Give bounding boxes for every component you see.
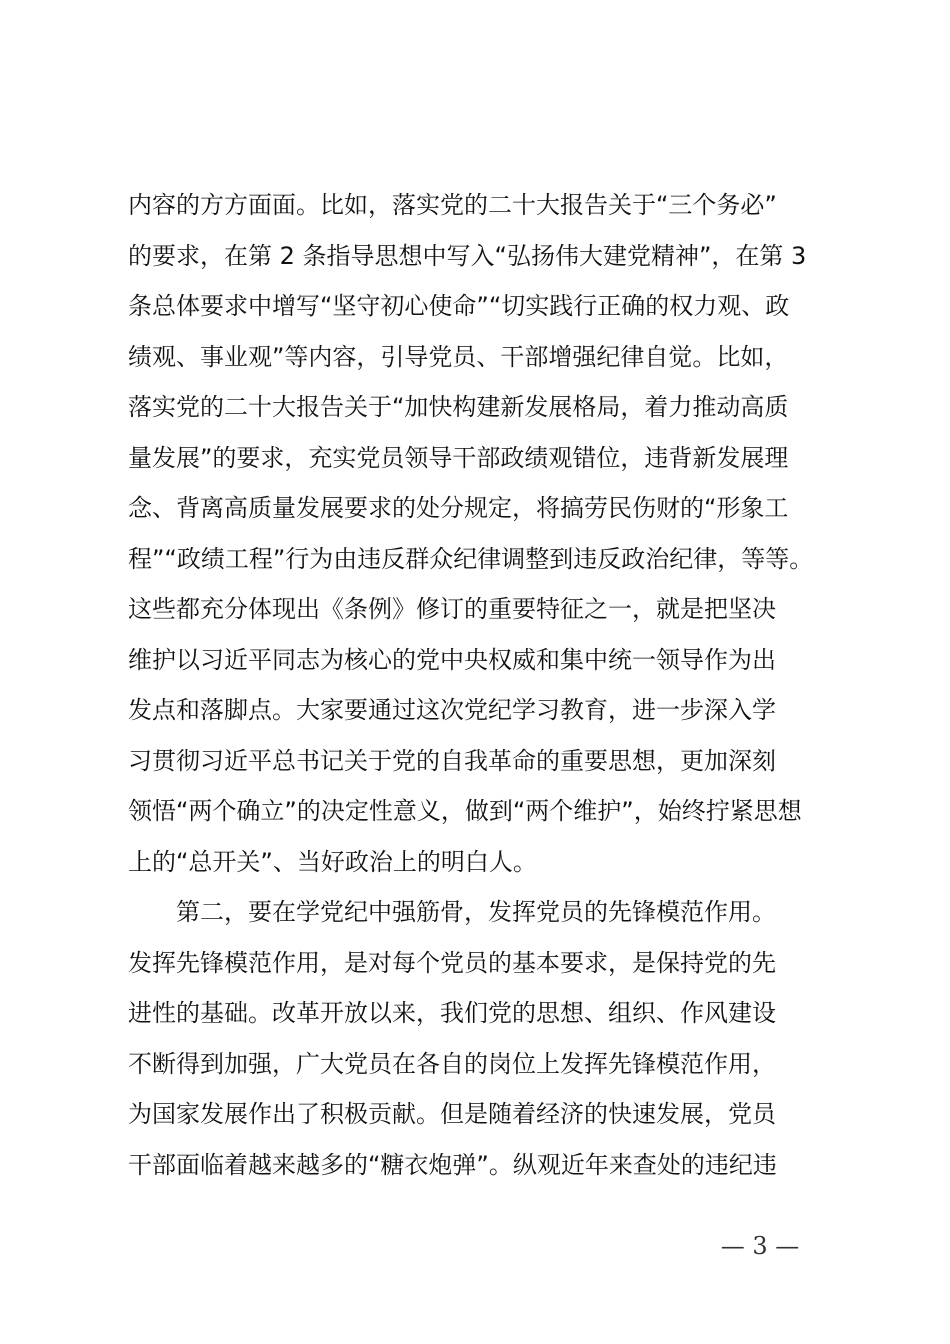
text-line: 维护以习近平同志为核心的党中央权威和集中统一领导作为出 [128, 645, 776, 674]
page-number: — 3 — [720, 1232, 800, 1260]
text-line: 内容的方方面面。比如，落实党的二十大报告关于“三个务必” [128, 191, 777, 219]
text-line: 落实党的二十大报告关于“加快构建新发展格局，着力推动高质 [128, 393, 789, 421]
body-text [128, 180, 868, 1190]
text-line: 念、背离高质量发展要求的处分规定，将搞劳民伤财的“形象工 [128, 494, 789, 522]
text-line: 这些都充分体现出《条例》修订的重要特征之一，就是把坚决 [128, 595, 776, 623]
text-line: 的要求，在第 2 条指导思想中写入“弘扬伟大建党精神”，在第 3 [128, 241, 807, 270]
text-line: 干部面临着越来越多的“糖衣炮弹”。纵观近年来查处的违纪违 [128, 1150, 777, 1179]
text-line: 发点和落脚点。大家要通过这次党纪学习教育，进一步深入学 [128, 696, 776, 724]
paragraph-start-line: 第二，要在学党纪中强筋骨，发挥党员的先锋模范作用。 [128, 898, 776, 926]
text-line: 绩观、事业观”等内容，引导党员、干部增强纪律自觉。比如， [128, 342, 789, 371]
text-line: 习贯彻习近平总书记关于党的自我革命的重要思想，更加深刻 [128, 746, 776, 775]
text-line: 程”“政绩工程”行为由违反群众纪律调整到违反政治纪律，等等。 [128, 544, 814, 573]
text-line: 为国家发展作出了积极贡献。但是随着经济的快速发展，党员 [128, 1100, 776, 1128]
text-line: 发挥先锋模范作用，是对每个党员的基本要求，是保持党的先 [128, 948, 776, 977]
text-line: 进性的基础。改革开放以来，我们党的思想、组织、作风建设 [128, 999, 776, 1027]
text-line: 量发展”的要求，充实党员领导干部政绩观错位，违背新发展理 [128, 443, 789, 472]
text-line: 领悟“两个确立”的决定性意义，做到“两个维护”，始终拧紧思想 [128, 797, 802, 825]
text-line: 条总体要求中增写“坚守初心使命”“切实践行正确的权力观、政 [128, 292, 790, 320]
text-line: 不断得到加强，广大党员在各自的岗位上发挥先锋模范作用， [128, 1049, 776, 1078]
text-line: 上的“总开关”、当好政治上的明白人。 [128, 847, 537, 876]
